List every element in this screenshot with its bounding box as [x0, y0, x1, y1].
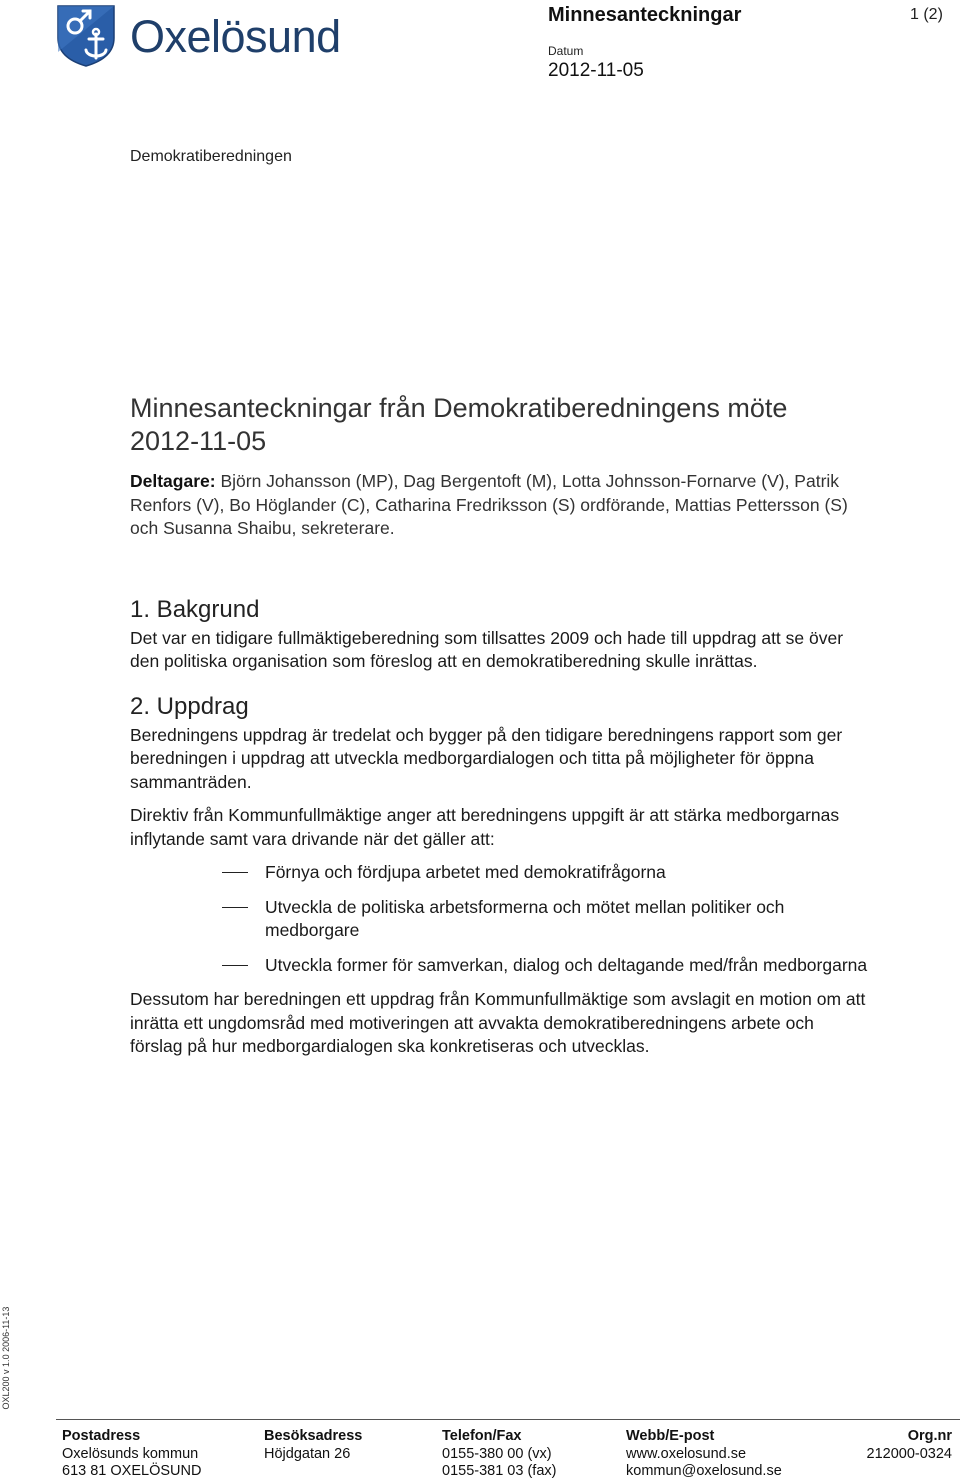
section-body-bakgrund: Det var en tidigare fullmäktigeberedning som tillsattes 2009 och hade till uppdrag att se över den politiska organisation som föreslog att en demokratiberedning skulle inrättas. — [130, 627, 844, 671]
attendees-paragraph — [130, 470, 870, 541]
logo-wordmark: Oxelösund — [130, 11, 341, 62]
footer-line: 613 81 OXELÖSUND — [62, 1463, 202, 1479]
footer-line: 0155-380 00 (vx) — [442, 1445, 552, 1462]
directive-list — [130, 861, 870, 977]
page-title — [130, 392, 870, 458]
footer-phone-fax — [442, 1428, 556, 1481]
section-body-uppdrag-2: Direktiv från Kommunfullmäktige anger att beredningens uppgift är att stärka medborgarnas inflytande samt vara drivande när det gäller att: — [130, 805, 840, 849]
template-version-code: OXL200 v 1.0 2006-11-13 — [1, 1306, 11, 1410]
footer-email-link[interactable]: kommun@oxelosund.se — [626, 1463, 782, 1479]
footer-divider — [56, 1419, 960, 1420]
main-content — [130, 392, 870, 1059]
list-item-text: Utveckla de politiska arbetsformerna och mötet mellan politiker och medborgare — [265, 896, 785, 940]
date-label: Datum — [548, 44, 584, 58]
page-number: 1 (2) — [910, 6, 943, 23]
footer-visit-address — [264, 1428, 362, 1463]
page-title-line1: Minnesanteckningar från Demokratiberedningens möte — [130, 393, 788, 423]
footer-web-email — [626, 1428, 782, 1481]
department-name: Demokratiberedningen — [130, 148, 292, 165]
footer-heading: Postadress — [62, 1428, 141, 1444]
section-body-uppdrag-1: Beredningens uppdrag är tredelat och bygger på den tidigare beredningens rapport som ger beredningen i uppdrag att utveckla medborgardialogen och titta på möjligheter för öppna sammanträden. — [130, 724, 843, 792]
footer-website-link[interactable]: www.oxelosund.se — [626, 1445, 747, 1462]
footer-org-number — [836, 1428, 952, 1463]
footer-heading: Webb/E-post — [626, 1428, 715, 1444]
footer-line: 0155-381 03 (fax) — [442, 1463, 557, 1479]
dash-bullet-icon — [222, 907, 248, 908]
footer-postal-address — [62, 1428, 201, 1481]
list-item-text: Förnya och fördjupa arbetet med demokratifrågorna — [265, 862, 666, 882]
footer-heading: Telefon/Fax — [442, 1428, 522, 1444]
footer-line: Höjdgatan 26 — [264, 1445, 351, 1462]
dash-bullet-icon — [222, 965, 248, 966]
list-item-text: Utveckla former för samverkan, dialog och deltagande med/från medborgarna — [265, 954, 868, 975]
page-title-line2: 2012-11-05 — [130, 426, 267, 456]
date-value: 2012-11-05 — [548, 60, 644, 81]
document-type-title: Minnesanteckningar — [548, 4, 742, 26]
list-item — [130, 954, 870, 978]
footer-heading: Besöksadress — [264, 1428, 363, 1444]
section-body-uppdrag-3: Dessutom har beredningen ett uppdrag från Kommunfullmäktige som avslagit en motion om att inrätta ett ungdomsråd med motiveringen att avvakta demokratiberedningens arbete och förslag på hur medborgardialogen ska konkretiseras och utvecklas. — [130, 989, 866, 1056]
footer-line: Oxelösunds kommun — [62, 1445, 199, 1462]
footer-heading: Org.nr — [907, 1428, 952, 1444]
section-heading-bakgrund: 1. Bakgrund — [130, 595, 260, 623]
dash-bullet-icon — [222, 872, 248, 873]
attendees-list: Björn Johansson (MP), Dag Bergentoft (M), Lotta Johnsson-Fornarve (V), Patrik Renfors (V), Bo Höglander (C), Catharina Fredriksson (S) ordförande, Mattias Pettersson (S) och Susanna Shaibu, sekreterare. — [130, 471, 848, 538]
footer-line: 212000-0324 — [866, 1445, 952, 1462]
attendees-label: Deltagare: — [130, 471, 216, 491]
list-item — [130, 896, 870, 943]
list-item — [130, 861, 870, 885]
shield-anchor-emblem-icon — [56, 4, 118, 68]
section-heading-uppdrag: 2. Uppdrag — [130, 692, 249, 720]
